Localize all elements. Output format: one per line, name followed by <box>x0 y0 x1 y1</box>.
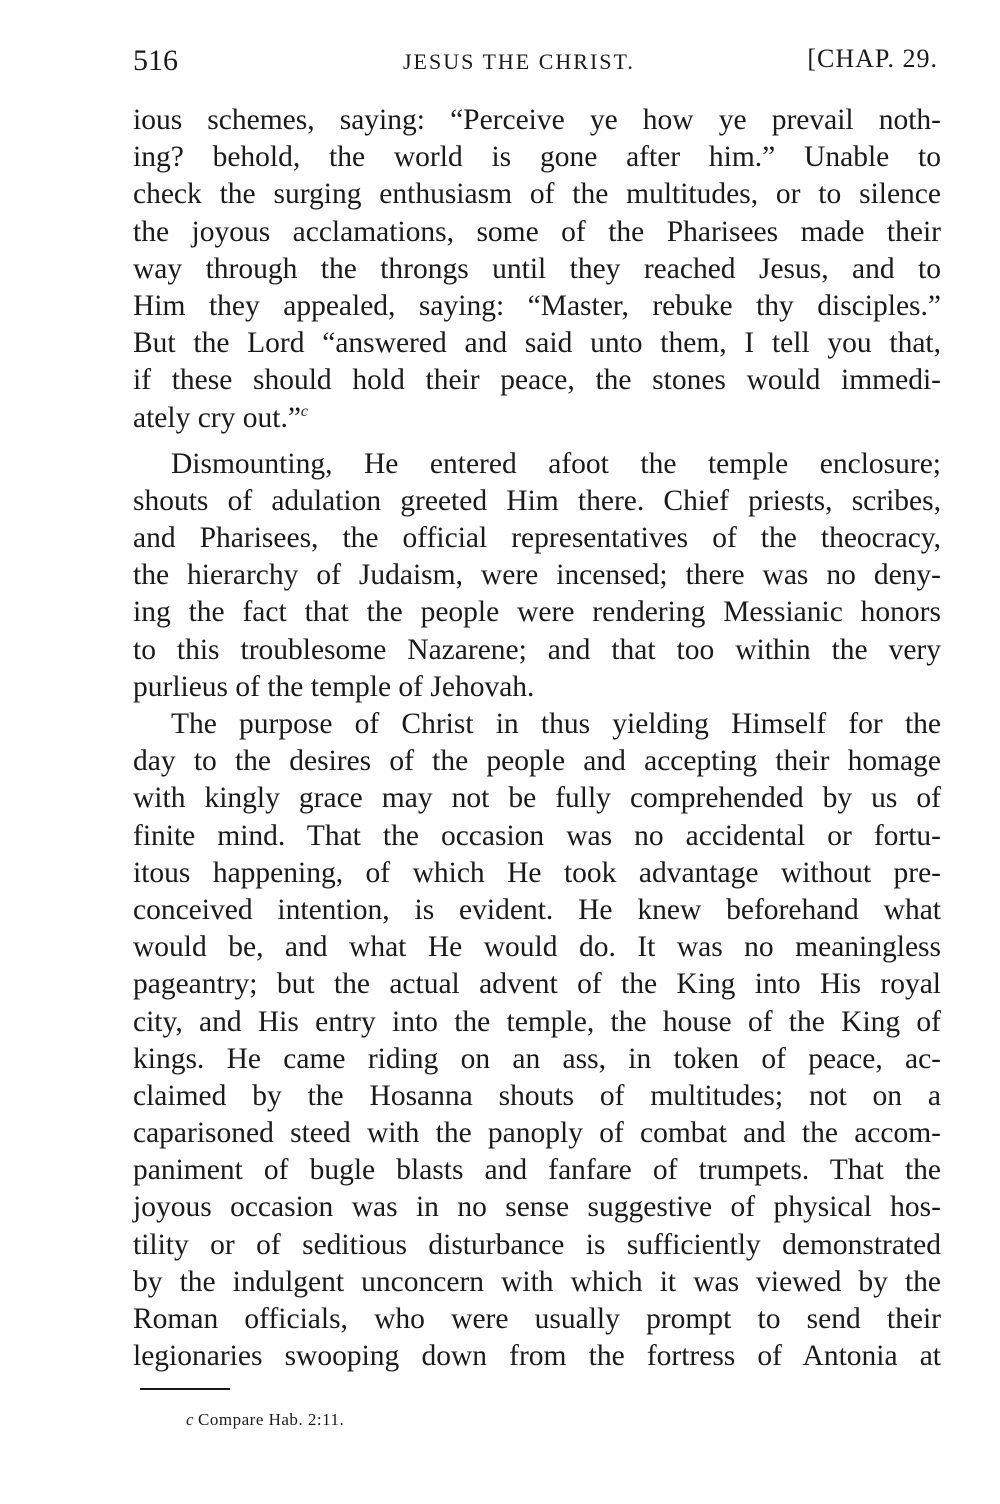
text-line: would be, and what He would do. It was no meaningless <box>133 931 941 964</box>
text-line: paniment of bugle blasts and fanfare of trumpets. That the <box>133 1154 941 1187</box>
paragraph-3 <box>133 706 941 1375</box>
text-line: day to the desires of the people and accepting their homage <box>133 745 941 778</box>
text-line: and Pharisees, the official representatives of the theocracy, <box>133 522 941 555</box>
text-line: caparisoned steed with the panoply of combat and the accom- <box>133 1117 941 1150</box>
text-line: tility or of seditious disturbance is sufficiently demonstrated <box>133 1228 941 1261</box>
text-line: finite mind. That the occasion was no accidental or fortu- <box>133 819 941 852</box>
text-line: ing? behold, the world is gone after him.” Unable to <box>133 141 941 174</box>
text-line: by the indulgent unconcern with which it was viewed by the <box>133 1265 941 1298</box>
body-text <box>133 102 941 1375</box>
text-line: conceived intention, is evident. He knew beforehand what <box>133 893 941 926</box>
text-line: to this troublesome Nazarene; and that too within the very <box>133 633 941 666</box>
text-line-content: ately cry out.” <box>133 401 301 434</box>
text-line: joyous occasion was in no sense suggestive of physical hos- <box>133 1191 941 1224</box>
text-line: with kingly grace may not be fully comprehended by us of <box>133 782 941 815</box>
text-line: purlieus of the temple of Jehovah. <box>133 670 535 703</box>
text-line: Dismounting, He entered afoot the temple enclosure; <box>171 447 941 480</box>
text-line: check the surging enthusiasm of the multitudes, or to silence <box>133 178 941 211</box>
text-line: the joyous acclamations, some of the Pharisees made their <box>133 215 941 248</box>
footnote-reference: c <box>300 402 309 420</box>
running-head <box>133 38 938 82</box>
text-line: shouts of adulation greeted Him there. Chief priests, scribes, <box>133 484 941 517</box>
text-line: legionaries swooping down from the fortress of Antonia at <box>133 1340 941 1373</box>
text-line: kings. He came riding on an ass, in token of peace, ac- <box>133 1042 941 1075</box>
text-line: city, and His entry into the temple, the house of the King of <box>133 1005 941 1038</box>
paragraph-1 <box>133 102 941 437</box>
text-line: ious schemes, saying: “Perceive ye how ye prevail noth- <box>133 104 941 136</box>
chapter-label: [CHAP. 29. <box>807 44 938 73</box>
footnote-mark: c <box>186 1410 195 1429</box>
paragraph-2 <box>133 446 941 706</box>
text-line: claimed by the Hosanna shouts of multitudes; not on a <box>133 1079 941 1112</box>
text-line: The purpose of Christ in thus yielding Himself for the <box>171 708 941 740</box>
footnote-divider <box>140 1388 230 1390</box>
text-line: ing the fact that the people were rendering Messianic honors <box>133 596 941 629</box>
text-line: But the Lord “answered and said unto them, I tell you that, <box>133 327 941 360</box>
text-line: the hierarchy of Judaism, were incensed; there was no deny- <box>133 559 941 592</box>
footnote-text: Compare Hab. 2:11. <box>198 1410 345 1429</box>
page-number: 516 <box>133 44 178 77</box>
text-line: way through the throngs until they reached Jesus, and to <box>133 252 941 285</box>
text-line <box>133 400 941 437</box>
text-line: pageantry; but the actual advent of the King into His royal <box>133 968 941 1001</box>
footnote <box>186 1410 344 1430</box>
text-line: itous happening, of which He took advantage without pre- <box>133 856 941 889</box>
text-line: Him they appealed, saying: “Master, rebuke thy disciples.” <box>133 289 941 322</box>
text-line: Roman officials, who were usually prompt to send their <box>133 1303 941 1335</box>
book-title: JESUS THE CHRIST. <box>403 49 635 74</box>
text-line: if these should hold their peace, the stones would immedi- <box>133 364 941 397</box>
